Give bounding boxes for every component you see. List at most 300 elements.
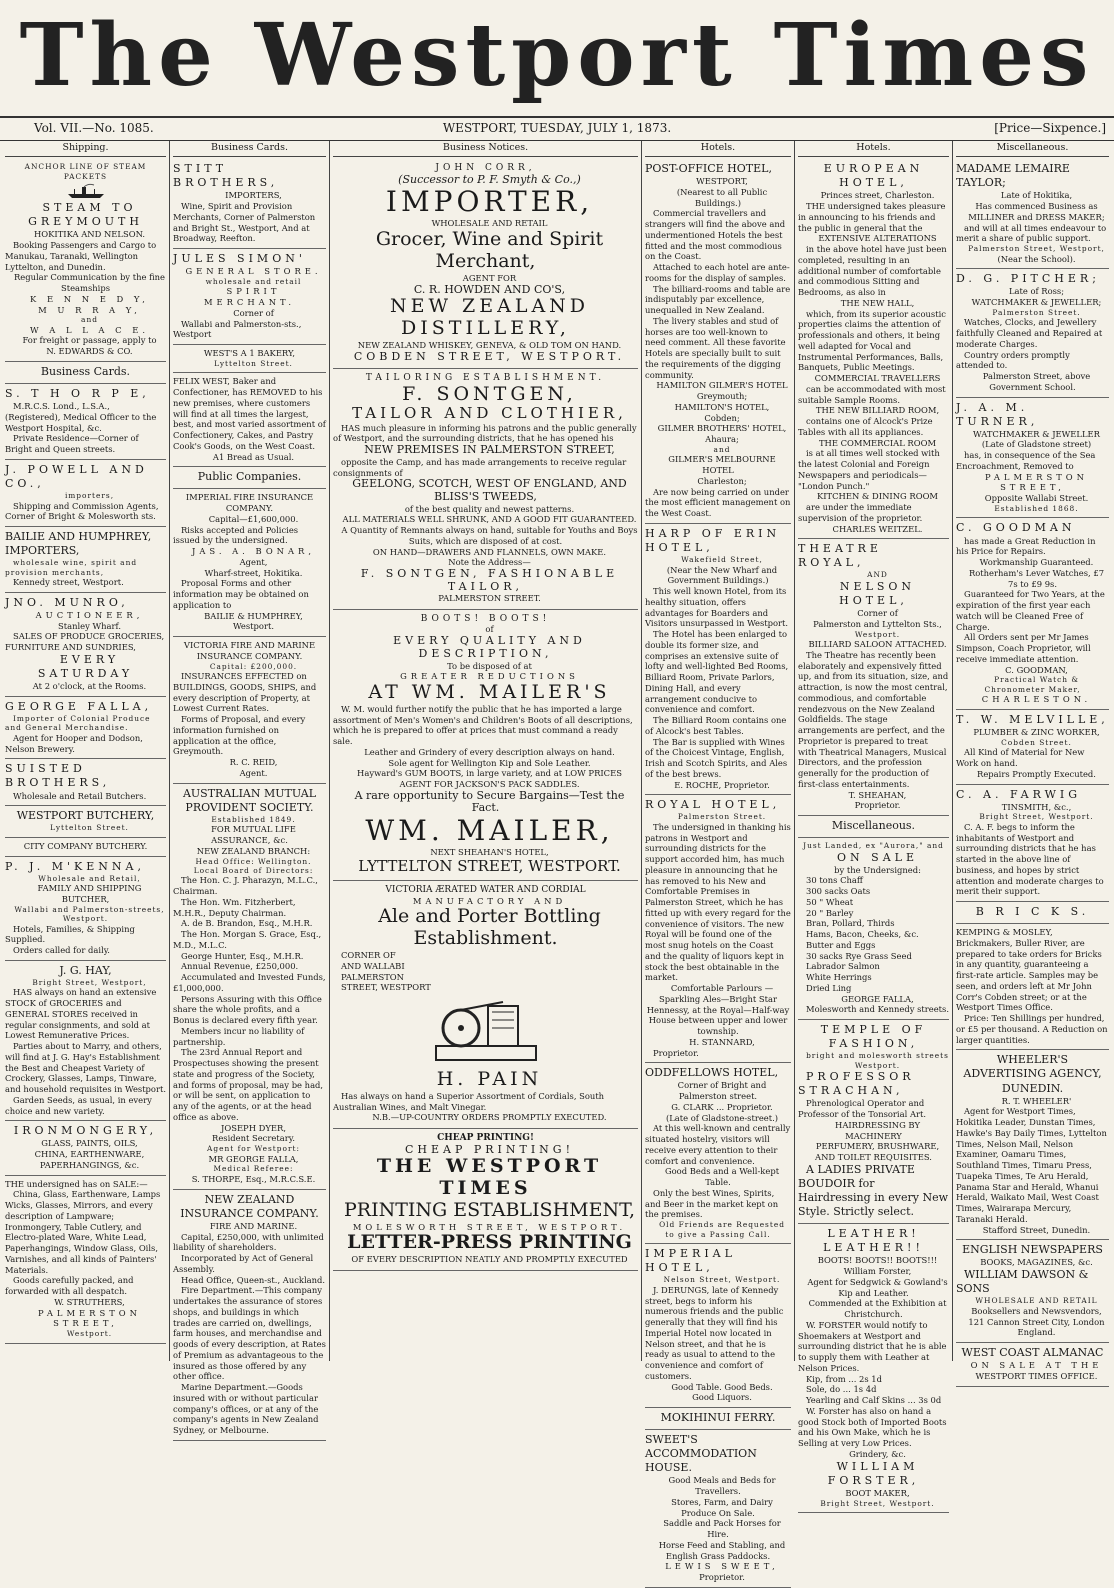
advertisement: [5, 593, 166, 697]
ad-line: (Successor to P. F. Smyth & Co.,): [398, 172, 581, 186]
advertisement: [645, 159, 791, 524]
ad-line: and: [81, 315, 98, 325]
ad-line: MOLESWORTH STREET, WESTPORT.: [352, 1221, 627, 1232]
ad-line: WATCHMAKER & JEWELLER;: [971, 297, 1102, 308]
ad-line: wholesale and retail: [205, 276, 302, 286]
ad-line: MR GEORGE FALLA,: [208, 1153, 299, 1164]
ad-line: Palmerston Street.: [992, 307, 1081, 317]
ad-line: GREATER REDUCTIONS: [400, 671, 579, 682]
ad-line: can be accommodated with most suitable Sample Rooms.: [798, 383, 946, 405]
advertisement: [5, 697, 166, 760]
ad-line: Sole agent for Wellington Kip and Sole Leather.: [388, 757, 591, 768]
ad-line: Bright Street, Westport.: [820, 1498, 935, 1508]
ad-heading: POST-OFFICE HOTEL,: [645, 162, 772, 176]
ad-line: Regular Communication by the fine Steamships: [13, 272, 166, 293]
ad-line: Goods carefully packed, and forwarded with all despatch.: [5, 1275, 134, 1297]
advertisement: [333, 610, 638, 881]
price: [Price—Sixpence.]: [994, 121, 1106, 135]
ad-line: Incorporated by Act of General Assembly.: [173, 1253, 314, 1274]
advertisement: [645, 524, 791, 795]
ad-line: Good Beds and a Well-kept Table.: [664, 1166, 780, 1188]
ad-line: KITCHEN & DINING ROOM: [816, 491, 939, 502]
ad-line: Saddle and Pack Horses for Hire.: [663, 1518, 781, 1540]
ad-line: W. M. would further notify the public that he has imported a large assortment of Men's Women's and Children's Boots of all descriptions, which he is prepared to offer at prices that must command a ready sale.: [333, 703, 633, 747]
ad-line: N. EDWARDS & CO.: [46, 346, 133, 357]
ad-heading: T. W. MELVILLE,: [956, 712, 1109, 726]
ad-line: CHEAP PRINTING!: [404, 1142, 575, 1156]
ad-line: has made a Great Reduction in his Price for Repairs.: [956, 535, 1096, 557]
ad-line: of the best quality and newest patterns.: [404, 503, 575, 514]
ad-line: CORNER OF: [341, 950, 396, 961]
ad-line: W A L L A C E.: [30, 324, 149, 335]
ad-heading: J. G. HAY,: [59, 963, 112, 977]
ad-line: Guaranteed for Two Years, at the expiration of the first year each watch will be Cleaned Free of Charge.: [956, 589, 1105, 632]
ad-heading: FELIX WEST, Baker and Confectioner, has REMOVED to his new premises, where customers will find at all times the largest, best, and most varied assortment of Confectionery, Cakes, and Pastry Cook's Goods, on the West Coast.: [173, 376, 326, 451]
ad-line: Wharf-street, Hokitika.: [204, 567, 303, 578]
ad-line: Westport.: [854, 629, 901, 639]
ad-line: COBDEN STREET, WESTPORT.: [353, 349, 626, 363]
ad-heading: JULES SIMON': [173, 252, 306, 266]
advertisement: [173, 1190, 326, 1441]
ad-line: AND: [867, 570, 888, 580]
ad-line: EVERY SATURDAY: [37, 652, 134, 680]
ad-line: WILLIAM FORSTER,: [827, 1459, 920, 1487]
ad-line: Cobden;: [704, 412, 740, 423]
ad-line: MILLINER and DRESS MAKER;: [968, 211, 1105, 222]
column-shipping: [2, 141, 169, 1361]
advertisement: [956, 785, 1109, 903]
ad-line: HAS much pleasure in informing his patrons and the public generally of Westport, and the surrounding districts, that he has opened his: [333, 422, 637, 444]
ad-line: Phrenological Operator and Professor of the Tonsorial Art.: [798, 1098, 927, 1120]
ad-heading: BAILIE AND HUMPHREY, IMPORTERS,: [5, 530, 152, 558]
ad-line: This well known Hotel, from its healthy situation, offers advantages for Boarders and Visitors unsurpassed in Westport.: [645, 586, 789, 629]
ad-heading: MOKIHINUI FERRY.: [660, 1411, 776, 1425]
ad-line: CHARLESTON.: [981, 694, 1092, 705]
ad-line: 30 tons Chaff: [806, 875, 863, 886]
ad-line: Repairs Promptly Executed.: [977, 768, 1096, 779]
ad-line: Price: Ten Shillings per hundred, or £5 per thousand. A Reduction on larger quantities.: [956, 1013, 1108, 1045]
ad-line: Grindery, &c.: [849, 1448, 906, 1459]
ad-line: Sole, do ... 1s 4d: [806, 1384, 877, 1395]
ad-line: INSURANCES EFFECTED on BUILDINGS, GOODS, SHIPS, and every description of Property, at Lowest Current Rates.: [173, 671, 317, 714]
column-business-cards: [169, 141, 329, 1436]
ad-line: ON SALE AT THE: [970, 1360, 1103, 1371]
ad-line: AGENT FOR: [462, 272, 517, 283]
ad-line: Orders called for daily.: [13, 945, 110, 956]
ad-heading: ANCHOR LINE OF STEAM PACKETS: [24, 162, 147, 181]
ad-line: 121 Cannon Street City, London: [968, 1316, 1105, 1327]
advertisement: [5, 1176, 166, 1344]
ad-line: PRINTING ESTABLISHMENT,: [343, 1198, 636, 1221]
column-heading: Hotels.: [798, 141, 949, 157]
ad-line: Good Meals and Beds for Travellers.: [668, 1475, 776, 1497]
ad-heading: VICTORIA ÆRATED WATER AND CORDIAL: [385, 885, 586, 896]
ad-line: Head Office: Wellington.: [195, 856, 312, 866]
ad-line: Attached to each hotel are ante-rooms for the display of samples.: [645, 262, 790, 283]
ad-line: F. SONTGEN,: [402, 382, 577, 405]
ad-line: IMPORTERS,: [225, 190, 282, 201]
ad-line: AGENT FOR JACKSON'S PACK SADDLES.: [399, 779, 580, 790]
ad-heading: CHEAP PRINTING!: [437, 1133, 534, 1144]
ad-line: CHARLES WEITZEL.: [832, 523, 923, 534]
ad-line: Agent.: [239, 767, 268, 778]
ad-line: Only the best Wines, Spirits, and Beer in the market kept on the premises.: [645, 1187, 779, 1220]
advertisement: [173, 159, 326, 249]
ad-line: Greymouth;: [696, 391, 748, 402]
column-heading: Business Cards.: [173, 141, 326, 157]
ad-line: Has commenced Business as: [975, 201, 1098, 212]
newspaper-title: The Westport Times: [19, 5, 1095, 106]
ad-line: Kip, from ... 2s 1d: [806, 1373, 882, 1384]
ad-heading: ODDFELLOWS HOTEL,: [645, 1066, 779, 1080]
ad-line: W. Forster has also on hand a good Stock both of Imported Boots and his Own Make, which he is Selling at very Low Prices.: [798, 1405, 947, 1449]
advertisement: [645, 1244, 791, 1408]
ad-line: JAS. A. BONAR,: [191, 546, 316, 557]
ad-line: N.B.—UP-COUNTRY ORDERS PROMPTLY EXECUTED.: [372, 1112, 607, 1123]
ad-line: Late of Hokitika,: [1000, 190, 1073, 201]
ad-line: wholesale wine, spirit and provision merchants,: [5, 558, 138, 577]
ad-line: PLUMBER & ZINC WORKER,: [973, 727, 1100, 738]
ad-line: BOOKS, MAGAZINES, &c.: [980, 1257, 1093, 1268]
ad-line: and: [713, 444, 731, 454]
ad-line: The livery stables and stud of horses are too well-known to need comment. All these favorite Hotels are specially built to suit the requirements of the digging community.: [645, 315, 786, 380]
ad-line: HAS always on hand an extensive STOCK of GROCERIES and GENERAL STORES received in regular consignments, and sold at Lowest Remunerative Prices.: [5, 987, 157, 1041]
advertisement: [5, 460, 166, 527]
ad-line: GLASS, PAINTS, OILS,: [41, 1138, 138, 1149]
ad-line: Stores, Farm, and Dairy Produce On Sale.: [671, 1496, 773, 1518]
ad-line: GEORGE FALLA,: [841, 993, 914, 1004]
ad-line: 20 " Barley: [806, 907, 854, 918]
ad-line: 50 " Wheat: [806, 896, 854, 907]
advertisement: [5, 838, 166, 857]
ad-line: TAILOR AND CLOTHIER,: [352, 404, 627, 423]
ad-heading: KEMPING & MOSLEY, Brickmakers, Buller River, are prepared to take orders for Bricks in any quantity, guaranteeing a first-rate article. Samples may be seen, and orders left at Mr John Corr's Cobden street; or at the Westport Times Office.: [956, 927, 1102, 1013]
ad-line: Old Friends are Requested to give a Passing Call.: [659, 1220, 785, 1239]
ad-heading: BOOTS! BOOTS!: [420, 614, 551, 625]
ad-line: LEWIS SWEET,: [665, 1561, 779, 1572]
ad-line: Yearling and Calf Skins ... 3s 0d: [806, 1395, 942, 1406]
ad-line: Butter and Eggs: [806, 939, 876, 950]
ad-line: Shipping and Commission Agents, Corner of Bright & Molesworth sts.: [5, 500, 159, 522]
ad-line: Charleston;: [697, 475, 747, 486]
ad-line: Bran, Pollard, Thirds: [806, 918, 895, 929]
ad-line: The Theatre has recently been elaborately and expensively fitted up, and from its situation, size, and attraction, is now the most central, commodious, and comfortable rendezvous on the New Zealand Goldfields. The stage arrangements are perfect, and the Proprietor is prepared to treat with Theatrical Managers, Musical Directors, and the profession generally for the production of first-class entertainments.: [798, 649, 949, 789]
advertisement: [956, 518, 1109, 710]
volume-number: Vol. VII.—No. 1085.: [34, 121, 154, 135]
ad-line: Capital: £200,000.: [209, 661, 298, 671]
ad-line: Watches, Clocks, and Jewellery faithfully Cleaned and Repaired at moderate Charges.: [956, 317, 1103, 349]
ad-line: Westport.: [66, 1329, 113, 1339]
advertisement: [798, 816, 949, 838]
ad-line: The Hon. Wm. Fitzherbert, M.H.R., Deputy Chairman.: [173, 896, 296, 918]
advertisement: [5, 384, 166, 460]
ad-line: Forms of Proposal, and every information furnished on application at the office, Greymouth.: [173, 714, 306, 757]
ad-heading: GEORGE FALLA,: [5, 699, 153, 713]
ad-line: Westport.: [854, 1060, 901, 1070]
ad-line: Marine Department.—Goods insured with or without particular company's offices, or at any of the company's agents in New Zealand Sydney, or Melbourne.: [173, 1382, 319, 1436]
ad-line: is at all times well stocked with the latest Colonial and Foreign Newspapers and periodicals— "London Punch.": [798, 448, 940, 491]
ad-line: Palmerston and Lyttelton Sts.,: [813, 618, 942, 629]
ad-line: Fire Department.—This company undertakes the assurance of stores shops, and buildings in which trades are carried on, dwellings, farm houses, and merchandise and goods of every description, at Rates of Premium as advantageous to the insured as those offered by any other office.: [173, 1285, 326, 1382]
ad-line: Cobden Street.: [1001, 737, 1072, 747]
advertisement: [333, 369, 638, 610]
ad-line: WHOLESALE AND RETAIL: [975, 1296, 1098, 1306]
ad-heading: Public Companies.: [197, 470, 302, 484]
advertisement: [956, 159, 1109, 269]
ad-line: Wakefield Street,: [681, 555, 763, 565]
ad-line: Wine, Spirit and Provision Merchants, Corner of Palmerston and Bright St., Westport, And at Broadway, Reefton.: [173, 201, 316, 244]
ad-line: AND WALLABI: [341, 960, 405, 971]
bottling-machine-icon: [426, 996, 546, 1066]
ad-line: EVERY QUALITY AND DESCRIPTION,: [393, 634, 586, 660]
ad-line: and will at all times endeavour to merit a share of public support.: [956, 222, 1107, 244]
ad-heading: S. T H O R P E,: [5, 387, 150, 401]
ad-line: ON HAND—DRAWERS AND FLANNELS, OWN MAKE.: [372, 546, 607, 557]
ad-heading: VICTORIA FIRE AND MARINE INSURANCE COMPANY.: [183, 640, 316, 661]
advertisement: [956, 710, 1109, 785]
ad-line: William Forster,: [843, 1266, 912, 1277]
ad-line: TINSMITH, &c.,: [1001, 801, 1072, 812]
ad-line: Corner of: [233, 307, 274, 318]
ad-line: Local Board of Directors:: [193, 865, 314, 875]
ad-line: Wholesale and Retail,: [38, 873, 141, 883]
ad-line: Established 1868.: [994, 503, 1079, 513]
ad-line: Corner of Bright and Palmerston street.: [677, 1080, 767, 1102]
ad-line: STREET, WESTPORT: [341, 982, 431, 993]
advertisement: [798, 1224, 949, 1513]
ad-line: Princes street, Charleston.: [820, 190, 935, 201]
ad-line: THE NEW HALL,: [840, 297, 915, 308]
advertisement: [173, 489, 326, 637]
column-heading: Business Notices.: [333, 141, 638, 157]
advertisement: [798, 1020, 949, 1224]
ad-line: Good Table. Good Beds.: [671, 1381, 773, 1392]
ad-line: China, Glass, Earthenware, Lamps Wicks, Glasses, Mirrors, and every description of Lampware; Ironmongery, Table Cutlery, and Electro-plated Ware, White Lead, Paperhangings, Window Glass, Oils, Varnishes, and all kinds of Painters' Materials.: [5, 1189, 161, 1275]
ad-line: COMMERCIAL TRAVELLERS: [814, 373, 941, 384]
ad-line: Stafford Street, Dunedin.: [982, 1224, 1091, 1235]
ad-line: AT WM. MAILER'S: [368, 681, 611, 703]
ad-heading: JOHN CORR,: [435, 163, 536, 174]
ad-line: A. de B. Brandon, Esq., M.H.R.: [181, 918, 313, 929]
steamship-icon: [66, 183, 106, 199]
ad-line: AUCTIONEER,: [35, 609, 144, 620]
ad-line: J. DERUNGS, late of Kennedy street, begs to inform his numerous friends and the public generally that they will find his Imperial Hotel now located in Nelson street, and that he is ready as usual to attend to the convenience and comfort of customers.: [645, 1284, 784, 1381]
ad-line: Westport.: [233, 621, 274, 632]
advertisement: [173, 637, 326, 783]
ad-heading: THE undersigned has on SALE:—: [5, 1178, 148, 1189]
ad-line: Horse Feed and Stabling, and English Grass Paddocks.: [658, 1539, 786, 1561]
ad-line: Lyttelton Street.: [50, 823, 129, 833]
ad-line: (Late of Gladstone-street.): [665, 1112, 779, 1123]
ad-line: Accumulated and Invested Funds, £1,000,000.: [173, 972, 326, 993]
ad-line: Hayward's GUM BOOTS, in large variety, and at LOW PRICES: [357, 768, 622, 779]
ad-line: Palmerston Street, above Government School.: [982, 371, 1091, 392]
ad-line: (Near the New Wharf and Government Buildings.): [666, 564, 778, 586]
ad-line: Agent for Westport Times, Hokitika Leader, Dunstan Times, Hawke's Bay Daily Times, Lyttelton Times, Nelson Mail, Nelson Examiner, Oamaru Times, Southland Times, Timaru Press, Tuapeka Times, Te Aru Herald, Panama Star and Herald, Whanui Herald, Waikato Mail, West Coast Times, Wairarapa Mercury, Taranaki Herald.: [956, 1106, 1107, 1224]
ad-line: Members incur no liability of partnership.: [173, 1025, 305, 1047]
ad-line: Agent for Westport:: [207, 1144, 300, 1154]
ad-line: H. STANNARD,: [689, 1036, 755, 1047]
ad-line: W. FORSTER would notify to Shoemakers at Westport and surrounding district that he is able to supply them with Leather at Nelson Prices.: [798, 1319, 947, 1373]
column-heading: Shipping.: [5, 141, 166, 157]
ad-heading: NEW ZEALAND INSURANCE COMPANY.: [180, 1192, 319, 1220]
ad-line: which, from its superior acoustic properties claims the attention of professionals and others, it being well adapted for Vocal and Instrumental Performances, Balls, Banquets, Public Meetings.: [798, 308, 946, 373]
ad-line: Lyttelton Street.: [214, 358, 293, 368]
ad-line: Parties about to Marry, and others, will find at J. G. Hay's Establishment the Best and Cheapest Variety of Crockery, Glasses, Lamps, Tinware, and household requisites in Westport.: [5, 1041, 166, 1095]
ad-line: R. T. WHEELER': [1001, 1095, 1072, 1106]
advertisement: [645, 795, 791, 1063]
ad-line: EXTENSIVE ALTERATIONS: [818, 233, 937, 244]
ad-line: FAMILY AND SHIPPING BUTCHER,: [37, 883, 142, 904]
ad-line: Practical Watch & Chronometer Maker,: [984, 675, 1081, 694]
ad-heading: SUISTED BROTHERS,: [5, 762, 111, 790]
advertisement: [173, 373, 326, 467]
ad-line: C. GOODMAN,: [1005, 664, 1068, 675]
ad-line: All Kind of Material for New Work on hand.: [956, 747, 1085, 769]
ad-line: M.R.C.S. Lond., L.S.A., (Registered), Medical Officer to the Westport Hospital, &c.: [5, 401, 157, 433]
ad-line: Importer of Colonial Produce and General Merchandise.: [5, 713, 151, 733]
ad-line: ON SALE: [837, 850, 918, 864]
ad-line: To be disposed of at: [447, 660, 532, 671]
ad-line: Late of Ross;: [1008, 286, 1065, 297]
ad-line: Established 1849.: [211, 814, 296, 824]
ad-line: HAIRDRESSING BY MACHINERY: [835, 1119, 920, 1141]
ad-line: NELSON HOTEL,: [839, 579, 916, 608]
advertisement: [956, 1050, 1109, 1240]
advertisement: [956, 924, 1109, 1050]
advertisement: [173, 249, 326, 345]
ad-line: Bright Street, Westport,: [32, 977, 147, 987]
ad-line: GEELONG, SCOTCH, WEST OF ENGLAND, AND BLISS'S TWEEDS,: [352, 477, 627, 503]
ad-line: Booksellers and Newsvendors,: [971, 1305, 1102, 1316]
ad-heading: D. G. PITCHER;: [956, 272, 1100, 286]
advertisement: [5, 759, 166, 806]
ad-heading: Miscellaneous.: [831, 819, 916, 833]
ad-line: PAPERHANGINGS, &c.: [39, 1159, 140, 1170]
dateline: [0, 116, 1114, 141]
ad-line: HAMILTON GILMER'S HOTEL: [656, 380, 788, 391]
ad-line: THE undersigned takes pleasure in announcing to his friends and the public in general that the: [798, 201, 946, 233]
advertisement: [5, 159, 166, 362]
ad-line: GILMER'S MELBOURNE HOTEL: [668, 454, 776, 476]
advertisement: [956, 269, 1109, 397]
ad-heading: Just Landed, ex "Aurora," and: [803, 841, 944, 851]
ad-heading: EUROPEAN HOTEL,: [823, 162, 924, 190]
ad-line: A Quantity of Remnants always on hand, suitable for Youths and Boys Suits, which are disposed of at cost.: [341, 525, 638, 546]
column-heading: Miscellaneous.: [956, 141, 1109, 157]
ad-line: Rotherham's Lever Watches, £7 7s to £9 9s.: [968, 567, 1105, 589]
ad-heading: J. A. M. TURNER,: [956, 400, 1039, 428]
advertisement: [956, 398, 1109, 519]
ad-line: The Hon. C. J. Pharazyn, M.L.C., Chairman.: [173, 875, 318, 897]
ad-line: White Herrings: [806, 972, 872, 983]
advertisement: [798, 539, 949, 816]
ad-heading: TEMPLE OF FASHION,: [820, 1023, 927, 1051]
ad-line: SALES OF PRODUCE GROCERIES, FURNITURE AND SUNDRIES,: [5, 631, 165, 653]
ad-line: Hams, Bacon, Cheeks, &c.: [806, 929, 919, 940]
ad-heading: STITT BROTHERS,: [173, 162, 279, 190]
ad-line: (Nearest to all Public Buildings.): [676, 186, 768, 208]
column-heading: Hotels.: [645, 141, 791, 157]
ad-line: R. C. REID,: [229, 757, 278, 768]
ad-heading: J. POWELL AND CO.,: [5, 462, 148, 490]
ad-line: Stanley Wharf.: [58, 620, 121, 631]
ad-line: E. ROCHE, Proprietor.: [674, 779, 770, 790]
ad-line: BOOTS! BOOTS!! BOOTS!!!: [817, 1255, 938, 1266]
ad-line: FOR MUTUAL LIFE ASSURANCE, &c.: [211, 824, 296, 845]
advertisement: [333, 881, 638, 1129]
ad-line: HOKITIKA AND NELSON.: [33, 229, 146, 240]
ad-heading: ENGLISH NEWSPAPERS: [962, 1243, 1103, 1257]
ad-line: F. SONTGEN, FASHIONABLE TAILOR,: [360, 567, 619, 593]
advertisement: [645, 1408, 791, 1430]
place-and-date: WESTPORT, TUESDAY, JULY 1, 1873.: [442, 121, 672, 135]
ad-line: Note the Address—: [448, 557, 531, 568]
ad-line: opposite the Camp, and has made arrangements to receive regular consignments of: [333, 456, 627, 478]
ad-line: Molesworth and Kennedy streets.: [806, 1004, 949, 1015]
ad-line: A rare opportunity to Secure Bargains—Test the Fact.: [354, 788, 625, 815]
advertisement: [5, 806, 166, 838]
ad-line: The Hotel has been enlarged to double its former size, and comprises an extensive suite of lofty and well-lighted Bed Rooms, Billiard Room, Private Parlors, Dining Hall, and every arrangement conducive to convenience and comfort.: [645, 629, 789, 715]
ad-line: The Hon. Morgan S. Grace, Esq., M.D., M.L.C.: [173, 929, 322, 950]
ad-line: PERFUMERY, BRUSHWARE, AND TOILET REQUISITES.: [815, 1141, 940, 1163]
ad-heading: IRONMONGERY,: [13, 1124, 158, 1138]
ad-heading: IMPERIAL HOTEL,: [645, 1247, 736, 1275]
column-hotels-1: [641, 141, 794, 1583]
ad-line: THE WESTPORT TIMES: [376, 1155, 603, 1200]
ad-line: NEW ZEALAND DISTILLERY,: [389, 295, 590, 339]
ad-line: MANUFACTORY AND: [412, 895, 567, 906]
ad-heading: HARP OF ERIN HOTEL,: [645, 526, 781, 555]
ad-line: K E N N E D Y,: [30, 293, 149, 304]
ad-line: WESTPORT TIMES OFFICE.: [975, 1370, 1098, 1381]
ad-line: PROFESSOR STRACHAN,: [798, 1070, 915, 1098]
ad-line: Labrador Salmon: [806, 961, 880, 972]
ad-line: SPIRIT MERCHANT.: [203, 286, 296, 308]
ad-heading: ROYAL HOTEL,: [645, 798, 781, 812]
ad-heading: IMPERIAL FIRE INSURANCE COMPANY.: [185, 492, 314, 514]
columns: [2, 141, 1112, 1583]
ad-line: Are now being carried on under the most efficient management on the West Coast.: [645, 486, 791, 519]
ad-line: Hotels, Families, & Shipping Supplied.: [5, 923, 135, 945]
ad-line: bright and molesworth streets: [806, 1051, 949, 1061]
ad-line: Commercial travellers and strangers will find the above and undermentioned Hotels the best fitted and the most commodious on the Coast.: [645, 208, 786, 262]
ad-heading: C. A. FARWIG: [956, 787, 1082, 801]
advertisement: [956, 1343, 1109, 1387]
ad-line: LYTTELTON STREET, WESTPORT.: [358, 857, 621, 876]
ad-line: G. CLARK ... Proprietor.: [671, 1101, 773, 1112]
ad-line: Persons Assuring with this Office share the whole profits, and a Bonus is declared every fifth year.: [173, 993, 322, 1026]
ad-line: contains one of Alcock's Prize Tables with all its appliances.: [798, 416, 933, 437]
ad-heading: MADAME LEMAIRE TAYLOR;: [956, 162, 1070, 190]
advertisement: [645, 1063, 791, 1244]
ad-line: The Bar is supplied with Wines of the Choicest Vintage, English, Irish and Scotch Spirits, and Ales of the best brews.: [645, 736, 788, 779]
ad-line: WESTPORT,: [696, 176, 748, 187]
ad-line: H. PAIN: [436, 1068, 543, 1091]
ad-heading: WEST COAST ALMANAC: [961, 1346, 1104, 1360]
ad-heading: P. J. M'KENNA,: [5, 859, 145, 873]
ad-line: WHOLESALE AND RETAIL: [431, 218, 548, 229]
ad-line: Proprietor.: [653, 1047, 699, 1058]
ad-line: Country orders promptly attended to.: [956, 349, 1070, 371]
ad-line: Proprietor.: [854, 800, 901, 811]
ad-line: Workmanship Guaranteed.: [979, 557, 1094, 568]
ad-line: GILMER BROTHERS' HOTEL,: [657, 423, 787, 434]
ad-line: Agent,: [239, 556, 268, 567]
ad-line: WILLIAM DAWSON & SONS: [956, 1268, 1089, 1296]
ad-line: are under the immediate supervision of the proprietor.: [798, 502, 923, 523]
ad-line: Resident Secretary.: [212, 1133, 295, 1144]
